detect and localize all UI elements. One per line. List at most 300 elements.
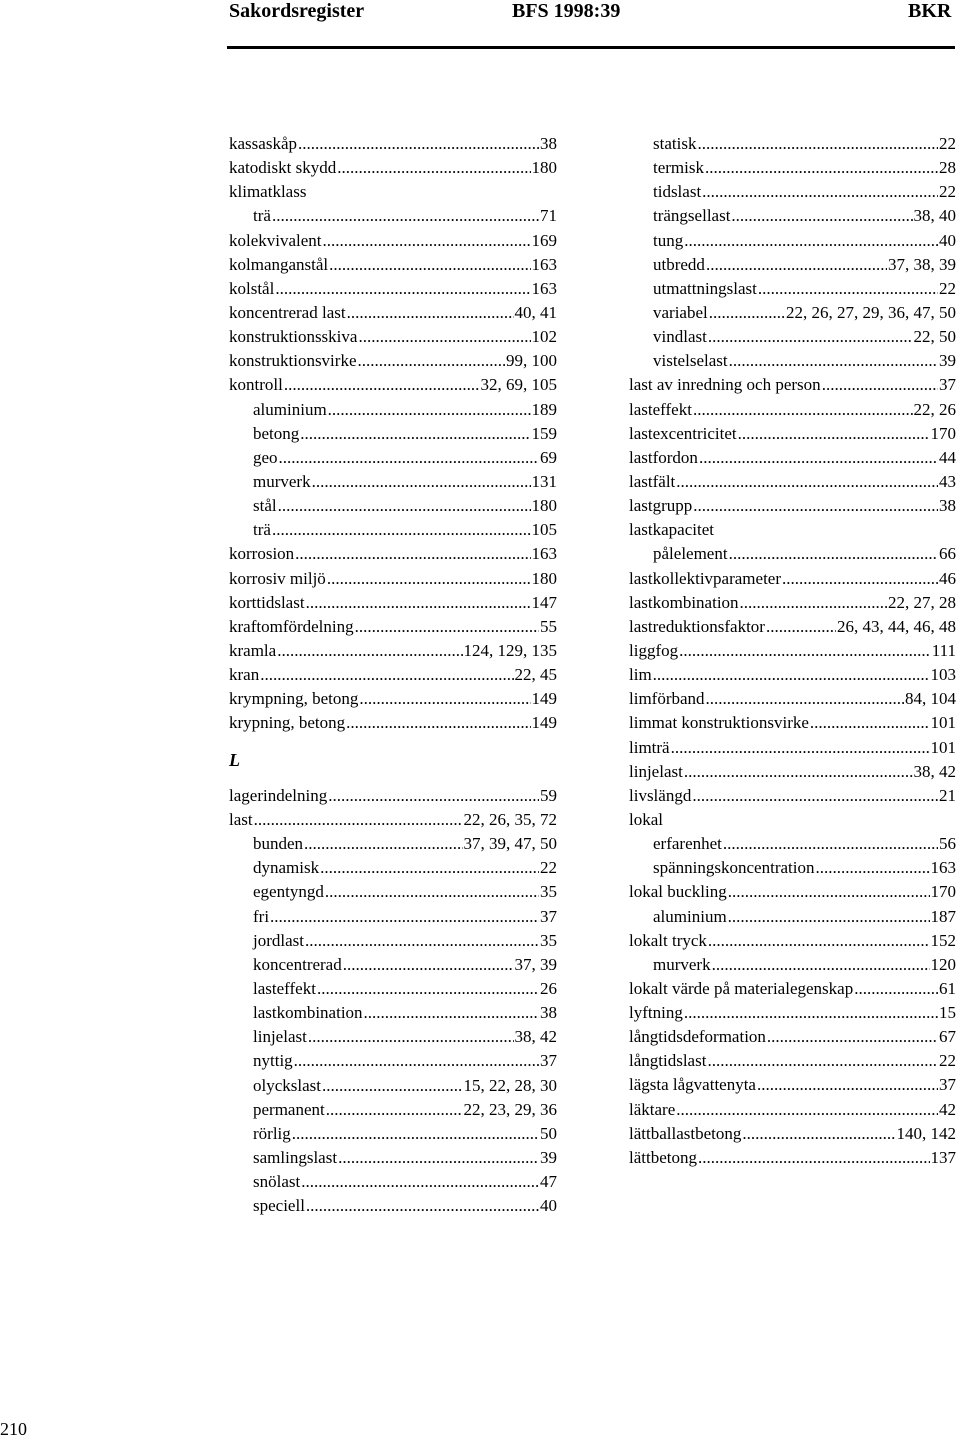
index-page-refs: 22 xyxy=(540,858,557,878)
index-page-refs: 170 xyxy=(930,423,956,443)
index-page-refs: 22 xyxy=(939,182,956,202)
index-page-refs: 39 xyxy=(540,1147,557,1167)
dot-leader xyxy=(854,977,938,1001)
index-page-refs: 189 xyxy=(531,399,557,419)
dot-leader xyxy=(260,663,513,687)
index-page-refs: 71 xyxy=(540,206,557,226)
index-term: olyckslast xyxy=(253,1075,321,1095)
index-subentry xyxy=(229,1001,557,1025)
index-subentry xyxy=(629,325,956,349)
dot-leader xyxy=(758,277,938,301)
dot-leader xyxy=(767,1025,938,1049)
index-page-refs: 32, 69, 105 xyxy=(480,375,557,395)
dot-leader xyxy=(254,808,463,832)
index-entry xyxy=(229,301,557,325)
index-term: konstruktionsvirke xyxy=(229,351,357,371)
index-page-refs: 61 xyxy=(939,978,956,998)
dot-leader xyxy=(693,494,938,518)
dot-leader xyxy=(304,832,462,856)
index-entry xyxy=(629,687,956,711)
index-page-refs: 66 xyxy=(939,544,956,564)
index-term: lastfordon xyxy=(629,447,698,467)
dot-leader xyxy=(729,349,938,373)
index-term: vistelselast xyxy=(653,351,728,371)
index-page-refs: 15 xyxy=(939,1003,956,1023)
page-number: 210 xyxy=(0,1419,27,1439)
index-term: lastgrupp xyxy=(629,496,693,516)
index-page-refs: 38, 40 xyxy=(913,206,956,226)
index-page-refs: 105 xyxy=(531,520,557,540)
index-term: utmattningslast xyxy=(653,278,757,298)
index-term: tung xyxy=(653,230,684,250)
dot-leader xyxy=(698,1146,930,1170)
index-entry xyxy=(229,687,557,711)
index-page-refs: 69 xyxy=(540,447,557,467)
dot-leader xyxy=(325,880,539,904)
index-page-refs: 38 xyxy=(540,1003,557,1023)
index-page-refs: 46 xyxy=(939,568,956,588)
dot-leader xyxy=(684,760,913,784)
index-term: katodiskt skydd xyxy=(229,158,337,178)
index-term: krympning, betong xyxy=(229,689,359,709)
index-page-refs: 170 xyxy=(930,882,956,902)
index-page-refs: 55 xyxy=(540,616,557,636)
dot-leader xyxy=(295,542,530,566)
index-subentry xyxy=(229,470,557,494)
index-subentry xyxy=(629,856,956,880)
dot-leader xyxy=(270,905,539,929)
index-page-refs: 38, 42 xyxy=(514,1027,557,1047)
index-term: vindlast xyxy=(653,327,707,347)
index-page-refs: 101 xyxy=(930,713,956,733)
index-term: lastkombination xyxy=(629,592,739,612)
index-term: lokalt värde på materialegenskap xyxy=(629,978,854,998)
index-page-refs: 111 xyxy=(931,640,956,660)
index-page-refs: 124, 129, 135 xyxy=(463,640,557,660)
dot-leader xyxy=(358,349,506,373)
dot-leader xyxy=(300,422,530,446)
index-term: långtidsdeformation xyxy=(629,1027,766,1047)
index-subentry xyxy=(229,929,557,953)
dot-leader xyxy=(679,639,931,663)
index-entry xyxy=(629,398,956,422)
index-entry xyxy=(229,808,557,832)
index-term: trängsellast xyxy=(653,206,731,226)
index-page-refs: 22, 26, 27, 29, 36, 47, 50 xyxy=(786,302,956,322)
index-subentry xyxy=(229,1170,557,1194)
index-page-refs: 40, 41 xyxy=(514,302,557,322)
index-entry xyxy=(629,518,956,542)
index-entry xyxy=(229,784,557,808)
index-subentry xyxy=(229,204,557,228)
index-entry xyxy=(229,156,557,180)
index-page-refs: 169 xyxy=(531,230,557,250)
index-page-refs: 50 xyxy=(540,1123,557,1143)
index-term: spänningskoncentration xyxy=(653,858,815,878)
index-term: koncentrerad xyxy=(253,954,342,974)
index-entry xyxy=(229,349,557,373)
index-subentry xyxy=(229,398,557,422)
dot-leader xyxy=(810,711,930,735)
index-page-refs: 38, 42 xyxy=(913,761,956,781)
index-term: statisk xyxy=(653,134,697,153)
index-term: nyttig xyxy=(253,1051,293,1071)
index-entry xyxy=(229,663,557,687)
index-page-refs: 22, 26, 35, 72 xyxy=(463,809,557,829)
index-subentry xyxy=(629,301,956,325)
index-subentry xyxy=(629,953,956,977)
index-entry xyxy=(629,760,956,784)
index-entry xyxy=(629,736,956,760)
index-subentry xyxy=(629,905,956,929)
index-term: lim xyxy=(629,665,652,685)
index-entry xyxy=(229,180,557,204)
index-term: fri xyxy=(253,906,270,926)
index-page-refs: 39 xyxy=(939,351,956,371)
dot-leader xyxy=(738,422,930,446)
index-term: kramla xyxy=(229,640,277,660)
index-term: kran xyxy=(229,665,260,685)
dot-leader xyxy=(708,325,913,349)
index-entry xyxy=(629,591,956,615)
index-page-refs: 28 xyxy=(939,158,956,178)
index-term: lasteffekt xyxy=(629,399,692,419)
dot-leader xyxy=(822,373,938,397)
index-term: kassaskåp xyxy=(229,134,297,153)
index-term: lättballastbetong xyxy=(629,1123,742,1143)
index-entry xyxy=(629,1098,956,1122)
index-page-refs: 102 xyxy=(531,327,557,347)
index-entry xyxy=(229,591,557,615)
index-page-refs: 42 xyxy=(939,1099,956,1119)
index-subentry xyxy=(229,1074,557,1098)
index-term: liggfog xyxy=(629,640,679,660)
index-page-refs: 120 xyxy=(930,954,956,974)
index-page-refs: 137 xyxy=(930,1147,956,1167)
index-page-refs: 131 xyxy=(531,471,557,491)
index-subentry xyxy=(229,518,557,542)
index-page-refs: 84, 104 xyxy=(905,689,956,709)
index-term: egentyngd xyxy=(253,882,324,902)
index-term: trä xyxy=(253,206,271,226)
dot-leader xyxy=(329,253,530,277)
index-section-letter: L xyxy=(229,749,240,770)
index-subentry xyxy=(629,277,956,301)
index-page-refs: 56 xyxy=(939,834,956,854)
index-subentry xyxy=(629,180,956,204)
index-entry xyxy=(229,253,557,277)
index-entry xyxy=(629,1025,956,1049)
running-head-code: BKR xyxy=(908,0,952,22)
dot-leader xyxy=(728,880,930,904)
index-entry xyxy=(629,929,956,953)
dot-leader xyxy=(343,953,514,977)
dot-leader xyxy=(305,929,539,953)
index-page-refs: 35 xyxy=(540,930,557,950)
index-term: korttidslast xyxy=(229,592,305,612)
index-term: läktare xyxy=(629,1099,676,1119)
index-entry xyxy=(629,639,956,663)
index-entry xyxy=(229,711,557,735)
dot-leader xyxy=(308,1025,514,1049)
index-term: last av inredning och person xyxy=(629,375,821,395)
dot-leader xyxy=(671,736,930,760)
index-entry xyxy=(629,1146,956,1170)
index-page-refs: 163 xyxy=(531,544,557,564)
index-subentry xyxy=(229,446,557,470)
index-entry xyxy=(629,808,956,832)
dot-leader xyxy=(723,832,938,856)
index-page-refs: 99, 100 xyxy=(506,351,557,371)
dot-leader xyxy=(298,132,539,156)
header-rule xyxy=(227,46,955,49)
index-term: lasteffekt xyxy=(253,978,316,998)
index-term: termisk xyxy=(653,158,704,178)
index-term: snölast xyxy=(253,1172,301,1192)
index-subentry xyxy=(629,156,956,180)
index-entry xyxy=(629,422,956,446)
running-head-title: Sakordsregister xyxy=(229,0,365,22)
index-page-refs: 37 xyxy=(939,1075,956,1095)
index-entry xyxy=(229,615,557,639)
index-term: korrosion xyxy=(229,544,295,564)
index-subentry xyxy=(629,349,956,373)
index-page-refs: 40 xyxy=(939,230,956,250)
index-page-refs: 21 xyxy=(939,785,956,805)
index-term: lokal xyxy=(629,809,663,829)
index-term: geo xyxy=(253,447,278,467)
dot-leader xyxy=(312,470,531,494)
index-page-refs: 47 xyxy=(540,1172,557,1192)
dot-leader xyxy=(338,1146,539,1170)
index-entry xyxy=(229,132,557,156)
index-term: lyftning xyxy=(629,1003,683,1023)
index-entry xyxy=(629,711,956,735)
dot-leader xyxy=(326,1098,463,1122)
index-page-refs: 37 xyxy=(540,906,557,926)
index-term: lastexcentricitet xyxy=(629,423,737,443)
index-term: erfarenhet xyxy=(653,834,722,854)
index-entry xyxy=(229,325,557,349)
index-term: konstruktionsskiva xyxy=(229,327,358,347)
index-subentry xyxy=(629,542,956,566)
index-page-refs: 15, 22, 28, 30 xyxy=(463,1075,557,1095)
dot-leader xyxy=(708,929,930,953)
index-term: lastkapacitet xyxy=(629,520,714,540)
index-term: speciell xyxy=(253,1196,305,1216)
index-subentry xyxy=(229,880,557,904)
index-page-refs: 101 xyxy=(930,737,956,757)
index-term: last xyxy=(229,809,253,829)
index-entry xyxy=(229,567,557,591)
dot-leader xyxy=(301,1170,539,1194)
index-page-refs: 147 xyxy=(531,592,557,612)
index-page-refs: 22 xyxy=(939,278,956,298)
dot-leader xyxy=(676,1098,938,1122)
dot-leader xyxy=(699,446,938,470)
index-entry xyxy=(629,1122,956,1146)
index-page-refs: 180 xyxy=(531,568,557,588)
index-term: limförband xyxy=(629,689,705,709)
index-column-right xyxy=(629,132,956,1170)
index-subentry xyxy=(629,132,956,156)
dot-leader xyxy=(653,663,930,687)
index-entry xyxy=(629,977,956,1001)
dot-leader xyxy=(355,615,539,639)
index-term: betong xyxy=(253,423,300,443)
index-term: kontroll xyxy=(229,375,283,395)
index-subentry xyxy=(229,977,557,1001)
index-term: kolekvivalent xyxy=(229,230,322,250)
dot-leader xyxy=(676,470,938,494)
index-term: lägsta lågvattenyta xyxy=(629,1075,756,1095)
dot-leader xyxy=(815,856,929,880)
index-page-refs: 149 xyxy=(531,689,557,709)
index-subentry xyxy=(229,422,557,446)
index-page-refs: 140, 142 xyxy=(896,1123,956,1143)
index-subentry xyxy=(229,1049,557,1073)
index-entry xyxy=(229,277,557,301)
dot-leader xyxy=(709,301,785,325)
index-term: utbredd xyxy=(653,254,705,274)
index-page-refs: 44 xyxy=(939,447,956,467)
index-term: murverk xyxy=(253,471,311,491)
index-page-refs: 22 xyxy=(939,1051,956,1071)
dot-leader xyxy=(278,494,531,518)
dot-leader xyxy=(346,711,530,735)
index-term: långtidslast xyxy=(629,1051,707,1071)
index-term: linjelast xyxy=(629,761,683,781)
dot-leader xyxy=(306,1194,539,1218)
index-term: krypning, betong xyxy=(229,713,346,733)
dot-leader xyxy=(693,398,913,422)
index-term: koncentrerad last xyxy=(229,302,346,322)
index-entry xyxy=(629,1049,956,1073)
dot-leader xyxy=(728,905,930,929)
dot-leader xyxy=(740,591,887,615)
index-term: limmat konstruktionsvirke xyxy=(629,713,809,733)
index-term: aluminium xyxy=(253,399,327,419)
index-subentry xyxy=(229,1146,557,1170)
index-entry xyxy=(229,542,557,566)
index-term: lokal buckling xyxy=(629,882,727,902)
index-page-refs: 152 xyxy=(930,930,956,950)
index-subentry xyxy=(229,905,557,929)
index-subentry xyxy=(229,1122,557,1146)
dot-leader xyxy=(272,518,531,542)
index-term: lastfält xyxy=(629,471,676,491)
dot-leader xyxy=(706,687,904,711)
dot-leader xyxy=(306,591,531,615)
index-subentry xyxy=(229,856,557,880)
dot-leader xyxy=(705,156,938,180)
index-term: korrosiv miljö xyxy=(229,568,326,588)
index-entry xyxy=(229,229,557,253)
dot-leader xyxy=(706,253,887,277)
dot-leader xyxy=(707,1049,938,1073)
index-subentry xyxy=(229,1194,557,1218)
index-page-refs: 180 xyxy=(531,496,557,516)
dot-leader xyxy=(323,229,531,253)
index-page-refs: 22, 26 xyxy=(913,399,956,419)
index-entry xyxy=(629,373,956,397)
dot-leader xyxy=(692,784,938,808)
dot-leader xyxy=(317,977,539,1001)
dot-leader xyxy=(731,204,912,228)
index-term: lastkollektivparameter xyxy=(629,568,781,588)
index-subentry xyxy=(629,253,956,277)
index-page-refs: 37 xyxy=(939,375,956,395)
dot-leader xyxy=(292,1122,539,1146)
index-entry xyxy=(229,373,557,397)
dot-leader xyxy=(359,687,530,711)
index-term: rörlig xyxy=(253,1123,291,1143)
dot-leader xyxy=(277,639,462,663)
dot-leader xyxy=(327,567,531,591)
index-page-refs: 67 xyxy=(939,1027,956,1047)
dot-leader xyxy=(702,180,938,204)
dot-leader xyxy=(712,953,930,977)
index-term: linjelast xyxy=(253,1027,307,1047)
index-entry xyxy=(629,494,956,518)
dot-leader xyxy=(337,156,530,180)
index-term: livslängd xyxy=(629,785,692,805)
index-column-left xyxy=(229,132,557,1218)
index-page-refs: 22, 23, 29, 36 xyxy=(463,1099,557,1119)
index-page-refs: 22, 27, 28 xyxy=(888,592,956,612)
index-subentry xyxy=(229,953,557,977)
index-term: lättbetong xyxy=(629,1147,697,1167)
index-page-refs: 163 xyxy=(531,278,557,298)
index-term: lagerindelning xyxy=(229,785,328,805)
index-page-refs: 163 xyxy=(930,858,956,878)
dot-leader xyxy=(782,567,938,591)
index-page-refs: 187 xyxy=(930,906,956,926)
index-term: lastkombination xyxy=(253,1003,363,1023)
dot-leader xyxy=(684,229,938,253)
index-term: kraftomfördelning xyxy=(229,616,354,636)
index-subentry xyxy=(229,494,557,518)
index-page-refs: 22, 50 xyxy=(913,327,956,347)
index-entry xyxy=(629,663,956,687)
index-term: kolstål xyxy=(229,278,275,298)
index-term: pålelement xyxy=(653,544,728,564)
index-page-refs: 103 xyxy=(930,665,956,685)
index-term: kolmanganstål xyxy=(229,254,329,274)
index-page-refs: 163 xyxy=(531,254,557,274)
dot-leader xyxy=(322,1074,463,1098)
index-subentry xyxy=(229,1098,557,1122)
dot-leader xyxy=(284,373,480,397)
index-term: trä xyxy=(253,520,271,540)
index-page-refs: 159 xyxy=(531,423,557,443)
index-page-refs: 37, 39 xyxy=(514,954,557,974)
index-term: samlingslast xyxy=(253,1147,338,1167)
index-subentry xyxy=(229,832,557,856)
running-head-doc-ref: BFS 1998:39 xyxy=(512,0,621,22)
index-page-refs: 37, 38, 39 xyxy=(888,254,956,274)
index-page-refs: 180 xyxy=(531,158,557,178)
index-term: jordlast xyxy=(253,930,304,950)
index-page-refs: 38 xyxy=(939,496,956,516)
dot-leader xyxy=(757,1073,938,1097)
index-page-refs: 35 xyxy=(540,882,557,902)
dot-leader xyxy=(328,784,539,808)
dot-leader xyxy=(729,542,938,566)
index-entry xyxy=(229,639,557,663)
index-page-refs: 37, 39, 47, 50 xyxy=(463,834,557,854)
index-entry xyxy=(629,1001,956,1025)
